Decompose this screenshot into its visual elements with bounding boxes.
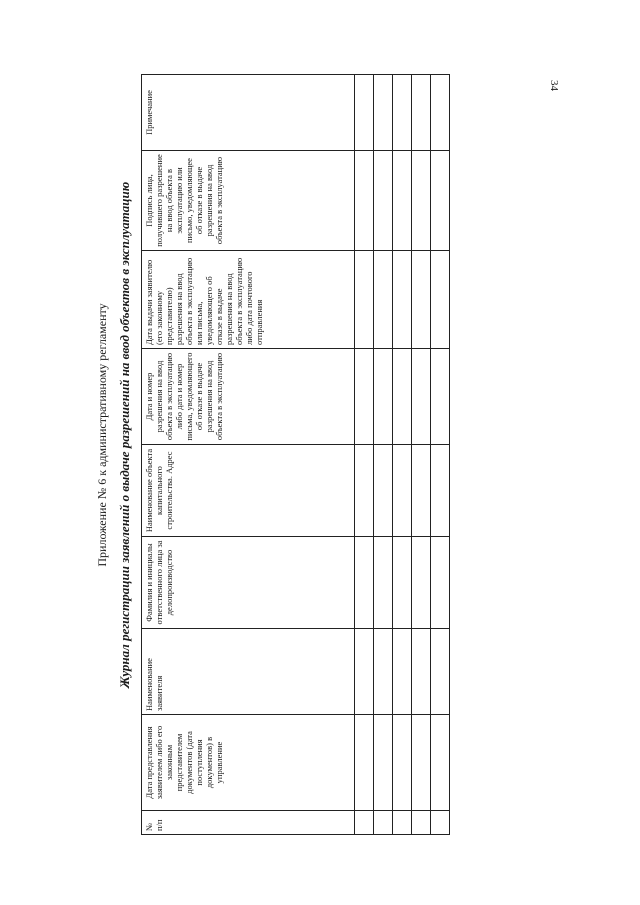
column-header-submission-date: Дата представления заявителем либо его законным представителем документов (дата поступления документов) в управление bbox=[142, 715, 355, 811]
rotated-content bbox=[95, 55, 525, 835]
column-header-issue-date: Дата выдачи заявителю (его законному представителю) разрешения на ввод объекта в эксплуатацию или письма, уведомляющего об отказе в выдаче разрешения на ввод объекта в эксплуатацию либо дата почтового отправления bbox=[142, 251, 355, 349]
table-row bbox=[431, 75, 450, 835]
table-cell bbox=[393, 151, 412, 251]
table-row bbox=[374, 75, 393, 835]
table-cell bbox=[355, 811, 374, 835]
table-cell bbox=[355, 537, 374, 629]
page-number: 34 bbox=[548, 80, 560, 91]
appendix-title: Приложение № 6 к административному регламенту bbox=[95, 303, 109, 567]
table-cell bbox=[431, 349, 450, 445]
table-cell bbox=[431, 537, 450, 629]
column-header-applicant-name: Наименование заявителя bbox=[142, 629, 355, 715]
journal-title: Журнал регистрации заявлений о выдаче разрешений на ввод объектов в эксплуатацию bbox=[117, 181, 132, 689]
table-cell bbox=[412, 251, 431, 349]
table-cell bbox=[431, 629, 450, 715]
table-cell bbox=[393, 537, 412, 629]
column-header-permit-number: Дата и номер разрешения на ввод объекта в эксплуатацию либо дата и номер письма, уведомляющего об отказе в выдаче разрешения на ввод объекта в эксплуатацию bbox=[142, 349, 355, 445]
table-cell bbox=[431, 811, 450, 835]
column-header-notes: Примечание bbox=[142, 75, 355, 151]
table-body bbox=[355, 75, 450, 835]
table-cell bbox=[374, 151, 393, 251]
table-row bbox=[393, 75, 412, 835]
table-cell bbox=[412, 537, 431, 629]
table-cell bbox=[374, 445, 393, 537]
table-cell bbox=[412, 629, 431, 715]
registration-journal-table bbox=[141, 74, 450, 835]
table-row bbox=[355, 75, 374, 835]
table-cell bbox=[374, 251, 393, 349]
table-cell bbox=[393, 251, 412, 349]
table-cell bbox=[431, 445, 450, 537]
table-cell bbox=[412, 445, 431, 537]
table-cell bbox=[412, 715, 431, 811]
table-cell bbox=[431, 251, 450, 349]
table-cell bbox=[374, 349, 393, 445]
table-cell bbox=[355, 445, 374, 537]
column-header-number: № п/п bbox=[142, 811, 355, 835]
table-cell bbox=[393, 75, 412, 151]
table-cell bbox=[412, 811, 431, 835]
table-cell bbox=[393, 445, 412, 537]
table-cell bbox=[393, 811, 412, 835]
table-cell bbox=[374, 811, 393, 835]
table-cell bbox=[412, 349, 431, 445]
table-cell bbox=[393, 629, 412, 715]
table-cell bbox=[374, 75, 393, 151]
table-cell bbox=[355, 629, 374, 715]
table-cell bbox=[374, 715, 393, 811]
table-cell bbox=[355, 251, 374, 349]
table-cell bbox=[431, 151, 450, 251]
column-header-recipient-signature: Подпись лица, получившего разрешение на ввод объекта в эксплуатацию или письмо, уведомляющее об отказе в выдаче разрешения на ввод объекта в эксплуатацию bbox=[142, 151, 355, 251]
column-header-object-address: Наименование объекта капитального строительства. Адрес bbox=[142, 445, 355, 537]
table-row bbox=[412, 75, 431, 835]
table-cell bbox=[412, 75, 431, 151]
table-cell bbox=[431, 75, 450, 151]
table-cell bbox=[355, 349, 374, 445]
table-cell bbox=[355, 715, 374, 811]
table-cell bbox=[374, 629, 393, 715]
table-cell bbox=[412, 151, 431, 251]
table-cell bbox=[355, 151, 374, 251]
table-cell bbox=[431, 715, 450, 811]
table-header-row bbox=[142, 75, 355, 835]
table-cell bbox=[393, 715, 412, 811]
table-cell bbox=[355, 75, 374, 151]
column-header-responsible-person: Фамилия и инициалы ответственного лица за делопроизводство bbox=[142, 537, 355, 629]
table-cell bbox=[374, 537, 393, 629]
table-cell bbox=[393, 349, 412, 445]
